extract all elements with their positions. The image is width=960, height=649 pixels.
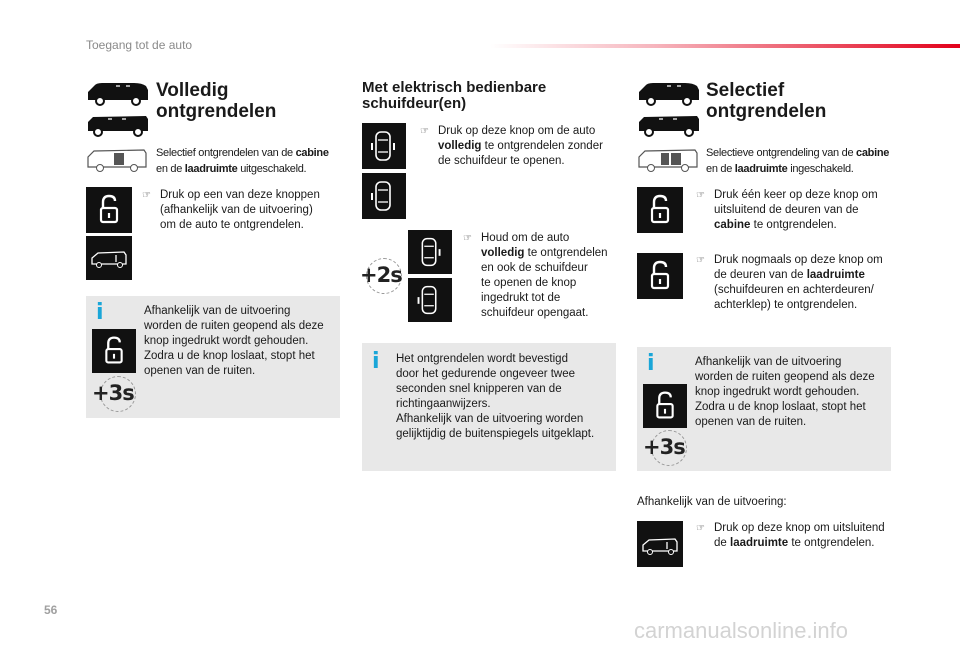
bullet-full-unlock-open-door: ☞ Houd om de auto volledig te ontgrendelen en ook de schuifdeur te openen de knop ingedrukt tot de schuifdeur opengaat.: [463, 232, 608, 319]
bullet-full-unlock: ☞ Druk op een van deze knoppen (afhankelijk van de uitvoering) om de auto te ontgrendelen.: [142, 189, 320, 231]
page-number: 56: [44, 603, 58, 617]
finger-pointer-icon: ☞: [696, 190, 705, 201]
bullet-cargo-unlock: ☞ Druk nogmaals op deze knop om de deuren van de laadruimte (schuifdeuren en achterdeuren/ achterklep) te ontgrendelen.: [696, 254, 883, 311]
car-top-view-button-icon: [408, 278, 452, 322]
info-box-windows: [637, 347, 891, 471]
car-top-view-button-icon: [362, 173, 406, 219]
info-icon: i: [372, 349, 380, 374]
finger-pointer-icon: ☞: [463, 233, 472, 244]
info-text: Het ontgrendelen wordt bevestigd door het gedurende ongeveer twee seconden snel knipperen van de richtingaanwijzers. Afhankelijk van de uitvoering worden gelijktijdig de buitenspiegels uitgeklapt.: [396, 353, 595, 440]
cargo-van-button-icon: [86, 236, 132, 280]
finger-pointer-icon: ☞: [420, 126, 429, 137]
hold-duration-badge: +3s: [92, 381, 134, 405]
unlock-button-icon: [637, 187, 683, 233]
info-icon: i: [647, 351, 655, 376]
info-text: Afhankelijk van de uitvoering worden de ruiten geopend als deze knop ingedrukt wordt gehouden. Zodra u de knop loslaat, stopt het openen van de ruiten.: [695, 356, 875, 428]
car-top-view-button-icon: [408, 230, 452, 274]
cargo-van-button-icon: [637, 521, 683, 567]
van-long-silhouette-icon: [86, 113, 150, 137]
info-box-confirmation: [362, 343, 616, 471]
bullet-full-unlock-no-door: ☞ Druk op deze knop om de auto volledig te ontgrendelen zonder de schuifdeur te openen.: [420, 125, 603, 167]
title-sliding-doors: Met elektrisch bedienbare schuifdeur(en): [362, 79, 547, 112]
hold-duration-badge: +2s: [360, 263, 402, 287]
bullet-cargo-only-unlock: ☞ Druk op deze knop om uitsluitend de laadruimte te ontgrendelen.: [696, 522, 885, 549]
finger-pointer-icon: ☞: [696, 255, 705, 266]
van-long-silhouette-icon: [637, 113, 701, 137]
header-accent-line: [490, 44, 960, 48]
info-text: Afhankelijk van de uitvoering worden de ruiten geopend als deze knop ingedrukt wordt gehouden. Zodra u de knop loslaat, stopt het openen van de ruiten.: [144, 305, 324, 377]
car-top-view-button-icon: [362, 123, 406, 169]
finger-pointer-icon: ☞: [142, 190, 151, 201]
unlock-button-icon: [643, 384, 687, 428]
bullet-cabin-unlock: ☞ Druk één keer op deze knop om uitsluitend de deuren van de cabine te ontgrendelen.: [696, 189, 878, 231]
watermark: carmanualsonline.info: [634, 618, 849, 643]
unlock-button-icon: [637, 253, 683, 299]
info-box-windows: [86, 296, 340, 418]
unlock-button-icon: [92, 329, 136, 373]
van-outline-icon: [86, 145, 148, 175]
van-outline-icon: [637, 145, 699, 175]
caption-selective-enabled: Selectieve ontgrendeling van de cabine en de laadruimte ingeschakeld.: [706, 147, 890, 175]
van-silhouette-icon: [86, 80, 150, 106]
caption-selective-disabled: Selectief ontgrendelen van de cabine en de laadruimte uitgeschakeld.: [156, 147, 329, 175]
van-silhouette-icon: [637, 80, 701, 106]
unlock-button-icon: [86, 187, 132, 233]
title-full-unlock: Volledig ontgrendelen: [156, 80, 277, 122]
section-title: Toegang tot de auto: [86, 38, 193, 52]
hold-duration-badge: +3s: [643, 435, 685, 459]
title-selective-unlock: Selectief ontgrendelen: [706, 80, 827, 122]
finger-pointer-icon: ☞: [696, 523, 705, 534]
info-icon: i: [96, 300, 104, 325]
variant-note: Afhankelijk van de uitvoering:: [637, 496, 787, 508]
